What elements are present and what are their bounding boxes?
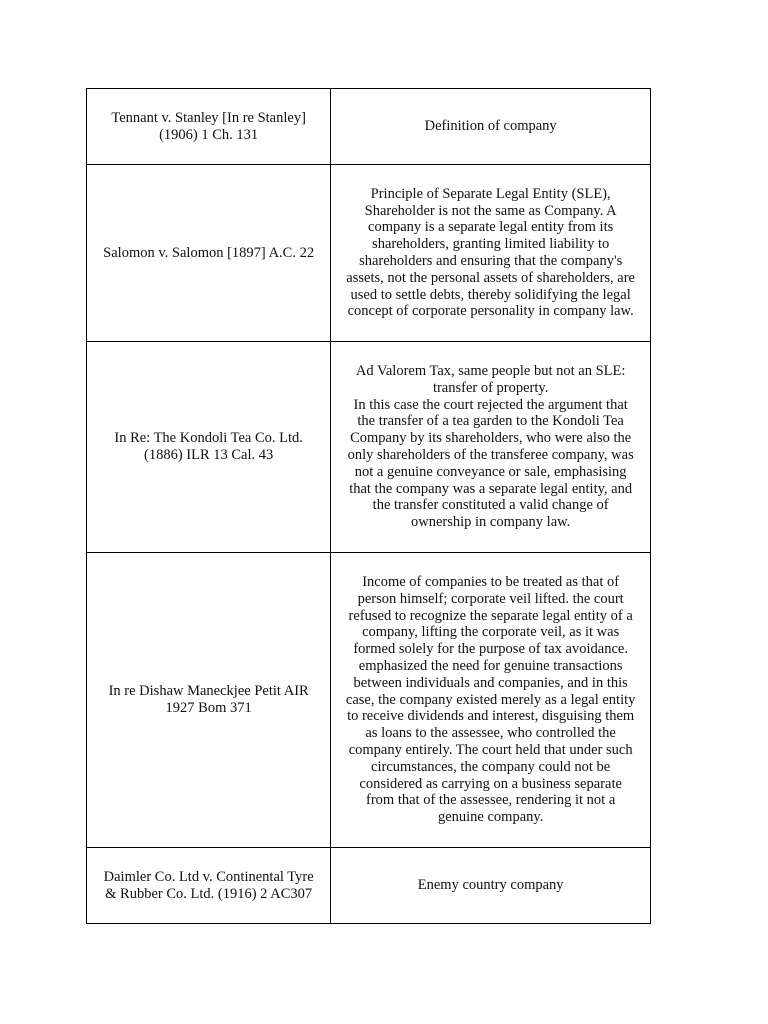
case-principle: Principle of Separate Legal Entity (SLE), Shareholder is not the same as Company. A company is a separate legal entity from its shareholders, granting limited liability to shareholders and ensuring that the company's assets, not the personal assets of shareholders, are used to settle debts, thereby solidifying the legal concept of corporate personality in company law.: [346, 185, 635, 320]
case-principle: Enemy country company: [417, 877, 564, 894]
principle-cell: [331, 342, 651, 553]
case-citation-cell: [87, 89, 331, 165]
table-row: [87, 553, 651, 848]
case-citation: Salomon v. Salomon [1897] A.C. 22: [103, 244, 315, 261]
case-citation-cell: [87, 165, 331, 342]
principle-cell: [331, 553, 651, 848]
table-row: [87, 89, 651, 165]
case-citation-cell: [87, 848, 331, 924]
case-principle: Ad Valorem Tax, same people but not an SLE: transfer of property. In this case the court rejected the argument that the transfer of a tea garden to the Kondoli Tea Company by its shareholders, who were also the only shareholders of the transferee company, was not a genuine conveyance or sale, emphasising that the company was a separate legal entity, and the transfer constituted a valid change of ownership in company law.: [347, 363, 634, 531]
principle-cell: [331, 89, 651, 165]
case-citation: Daimler Co. Ltd v. Continental Tyre & Rubber Co. Ltd. (1916) 2 AC307: [103, 868, 314, 902]
case-principle: Definition of company: [424, 118, 557, 135]
case-citation-cell: [87, 342, 331, 553]
case-citation: In re Dishaw Maneckjee Petit AIR 1927 Bom 371: [108, 683, 309, 716]
case-principle: Income of companies to be treated as that of person himself; corporate veil lifted. the court refused to recognize the separate legal entity of a company, lifting the corporate veil, as it was formed solely for the purpose of tax avoidance. emphasized the need for genuine transactions between individuals and companies, and in this case, the company existed merely as a legal entity to receive dividends and interest, disguising them as loans to the assessee, who controlled the company entirely. The court held that under such circumstances, the company could not be considered as carrying on a business separate from that of the assessee, rendering it not a genuine company.: [345, 574, 636, 826]
principle-cell: [331, 165, 651, 342]
table-row: [87, 165, 651, 342]
principle-cell: [331, 848, 651, 924]
table-row: [87, 342, 651, 553]
case-law-table: [86, 88, 651, 924]
table-row: [87, 848, 651, 924]
case-citation: In Re: The Kondoli Tea Co. Ltd. (1886) ILR 13 Cal. 43: [114, 430, 303, 463]
case-citation: Tennant v. Stanley [In re Stanley] (1906) 1 Ch. 131: [111, 109, 306, 143]
case-citation-cell: [87, 553, 331, 848]
